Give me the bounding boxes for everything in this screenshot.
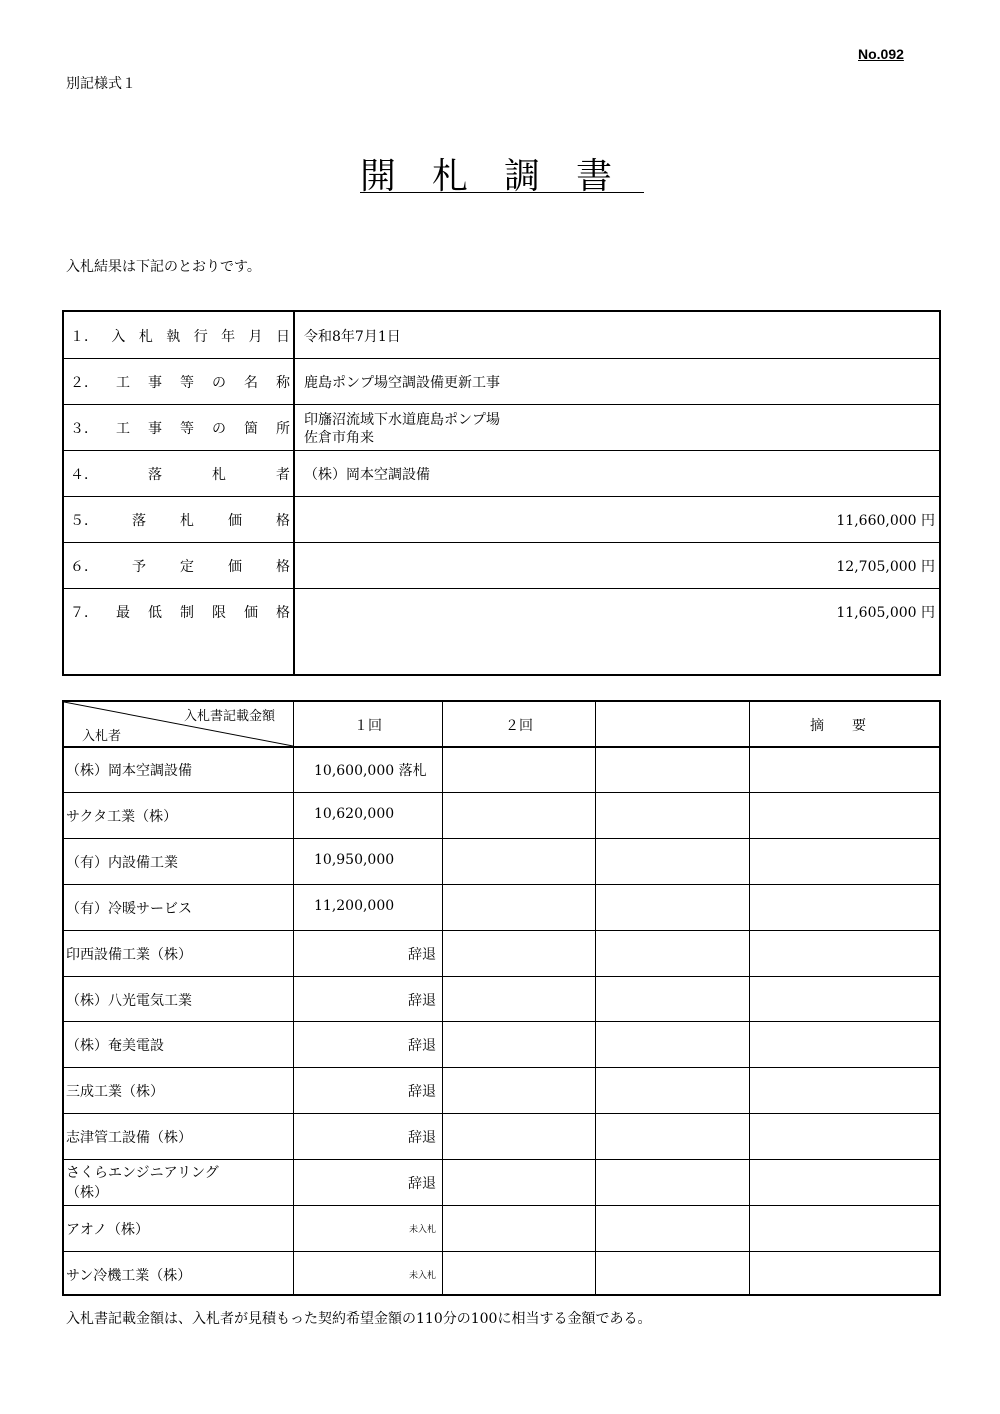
form-label: 別記様式１	[66, 76, 136, 92]
info-label-char: 落	[148, 467, 162, 483]
info-row-value-line2: 佐倉市角来	[304, 430, 374, 446]
bidder-name: （株）岡本空調設備	[66, 763, 192, 779]
info-label-char: ７．	[70, 605, 98, 621]
info-row-label	[70, 418, 290, 438]
info-label-char: 格	[276, 605, 290, 621]
info-label-char: 箇	[244, 421, 258, 437]
bidder-name-line2: （株）	[66, 1185, 108, 1202]
info-label-char: 等	[180, 375, 194, 391]
info-label-char: ４．	[70, 467, 98, 483]
bid-results-table	[62, 700, 941, 1296]
bid-row-separator	[64, 884, 939, 885]
round-1-amount: 辞退	[408, 992, 436, 1009]
info-row-value: （株）岡本空調設備	[304, 467, 430, 483]
info-label-char: 年	[221, 329, 236, 345]
info-row-separator	[64, 404, 939, 405]
info-label-char: の	[212, 375, 226, 391]
info-label-char: の	[212, 421, 226, 437]
info-row-value: 11,660,000 円	[836, 513, 935, 529]
header-amount-label: 入札書記載金額	[184, 709, 276, 724]
round-1-amount: 辞退	[408, 946, 436, 963]
info-row-label	[70, 510, 290, 530]
bid-row-separator	[64, 1113, 939, 1114]
info-row-separator	[64, 450, 939, 451]
bidder-name: （有）冷暖サービス	[66, 900, 192, 917]
tender-info-table	[62, 310, 941, 676]
info-row-value: 12,705,000 円	[836, 559, 935, 575]
bid-row-separator	[64, 1159, 939, 1160]
header-round-2: ２回	[505, 718, 533, 734]
info-label-char: 低	[148, 605, 162, 621]
header-separator	[64, 746, 939, 748]
header-bidder-label: 入札者	[82, 729, 122, 744]
round-1-amount: 10,950,000	[314, 851, 395, 868]
round-1-amount: 10,600,000 落札	[314, 763, 427, 779]
info-label-char: 工	[116, 375, 130, 391]
info-label-char: 定	[180, 559, 194, 575]
info-label-char: 行	[193, 329, 208, 345]
info-label-char: 札	[138, 329, 153, 345]
info-row-separator	[64, 358, 939, 359]
footnote: 入札書記載金額は、入札者が見積もった契約希望金額の110分の100に相当する金額である。	[66, 1311, 652, 1327]
info-label-char: 予	[132, 559, 146, 575]
bid-row-separator	[64, 1067, 939, 1068]
info-row-label	[70, 602, 290, 622]
info-label-char: 工	[116, 421, 130, 437]
info-label-char: 格	[276, 513, 290, 529]
info-row-label	[70, 464, 290, 484]
info-label-char: ５．	[70, 513, 98, 529]
bidder-name: （有）内設備工業	[66, 854, 178, 871]
info-label-char: 事	[148, 375, 162, 391]
info-label-char: 等	[180, 421, 194, 437]
info-label-char: １．	[70, 329, 98, 345]
round-1-status: 未入札	[408, 1270, 436, 1281]
info-label-char: 称	[276, 375, 290, 391]
bidder-name: さくらエンジニアリング	[66, 1165, 219, 1182]
round-1-amount: 10,620,000	[314, 805, 395, 822]
info-label-char: 価	[228, 559, 242, 575]
info-label-char: 札	[180, 513, 194, 529]
info-row-value: 鹿島ポンプ場空調設備更新工事	[304, 375, 500, 391]
info-label-char: ２．	[70, 375, 98, 391]
info-label-char: 価	[244, 605, 258, 621]
info-label-char: 者	[276, 467, 290, 483]
info-label-char: 落	[132, 513, 146, 529]
round-1-amount: 辞退	[408, 1038, 436, 1055]
info-label-char: 最	[116, 605, 130, 621]
info-row-value: 印旛沼流域下水道鹿島ポンプ場	[304, 412, 500, 428]
bidder-name: （株）八光電気工業	[66, 992, 192, 1009]
info-row-value: 令和8年7月1日	[304, 329, 401, 345]
info-row-label	[70, 326, 290, 346]
intro-text: 入札結果は下記のとおりです。	[66, 259, 261, 275]
info-label-char: 札	[212, 467, 226, 483]
title-underline	[360, 192, 644, 193]
info-label-char: 日	[275, 329, 290, 345]
info-row-separator	[64, 496, 939, 497]
document-number: No.092	[858, 46, 904, 62]
info-row-value: 11,605,000 円	[836, 605, 935, 621]
info-row-separator	[64, 588, 939, 589]
round-1-amount: 辞退	[408, 1130, 436, 1147]
bid-row-separator	[64, 1205, 939, 1206]
round-1-amount: 辞退	[408, 1176, 436, 1193]
bidder-name: サクタ工業（株）	[66, 808, 178, 825]
bid-row-separator	[64, 976, 939, 977]
info-label-char: 入	[111, 329, 126, 345]
info-label-char: 限	[212, 605, 226, 621]
page-title: 開札調書	[360, 156, 649, 197]
info-label-char: ３．	[70, 421, 98, 437]
bidder-name: 印西設備工業（株）	[66, 946, 192, 963]
info-label-char: 格	[276, 559, 290, 575]
round-1-amount: 11,200,000	[314, 897, 395, 914]
bid-row-separator	[64, 792, 939, 793]
info-divider	[293, 312, 295, 674]
info-row-separator	[64, 542, 939, 543]
bid-row-separator	[64, 1251, 939, 1252]
bidder-name: 三成工業（株）	[66, 1084, 164, 1101]
header-round-1: １回	[354, 718, 382, 734]
round-1-amount: 辞退	[408, 1084, 436, 1101]
info-label-char: 所	[276, 421, 290, 437]
info-label-char: 制	[180, 605, 194, 621]
round-1-status: 未入札	[408, 1225, 436, 1235]
bid-row-separator	[64, 930, 939, 931]
info-label-char: 事	[148, 421, 162, 437]
info-label-char: ６．	[70, 559, 98, 575]
bidder-name: サン冷機工業（株）	[66, 1267, 192, 1284]
header-remarks: 摘 要	[810, 718, 866, 734]
info-label-char: 価	[228, 513, 242, 529]
bidder-name: 志津管工設備（株）	[66, 1130, 192, 1147]
bid-row-separator	[64, 838, 939, 839]
info-row-label	[70, 556, 290, 576]
info-row-label	[70, 372, 290, 392]
bidder-name: アオノ（株）	[66, 1222, 150, 1238]
info-label-char: 月	[248, 329, 263, 345]
info-label-char: 執	[166, 329, 181, 345]
info-label-char: 名	[244, 375, 258, 391]
bid-row-separator	[64, 1021, 939, 1022]
bidder-name: （株）奄美電設	[66, 1038, 164, 1055]
